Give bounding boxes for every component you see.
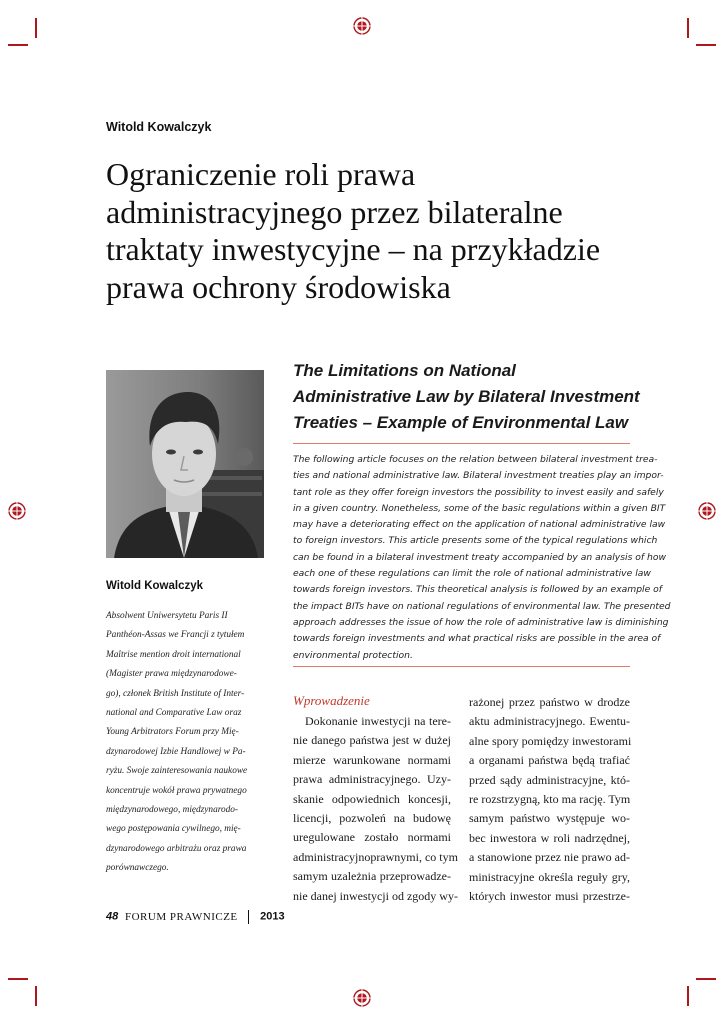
author-bio (106, 607, 268, 879)
bio-line: (Magister prawa międzynarodowe- (106, 669, 237, 680)
title-line: traktaty inwestycyjne – na przykładzie (106, 231, 601, 267)
abstract-line: can be found in a bilateral investment treaty accompanied by an analysis of how (293, 551, 667, 563)
english-title-line: The Limitations on National (293, 361, 516, 380)
bio-line: Absolwent Uniwersytetu Paris II (106, 611, 228, 621)
crop-mark (8, 44, 28, 46)
crop-mark (8, 978, 28, 980)
title-line: administracyjnego przez bilateralne (106, 193, 563, 230)
page-footer (106, 910, 285, 924)
author-name: Witold Kowalczyk (106, 580, 204, 592)
title-line: prawa ochrony środowiska (106, 268, 451, 305)
body-line: prawa administracyjnego. Uzy- (293, 772, 451, 787)
title-line: Ograniczenie roli prawa (106, 156, 416, 192)
crop-mark (687, 18, 689, 38)
abstract (293, 452, 671, 664)
body-line: a stanowione przez nie prawo ad- (469, 850, 630, 865)
crop-mark (35, 986, 37, 1006)
body-line: licencji, pozwoleń na budowę (293, 811, 451, 826)
bio-line: wego postępowania cywilnego, mię- (106, 824, 241, 835)
body-line: nie danej inwestycji od zgody wy- (293, 888, 458, 903)
registration-mark-icon (698, 502, 716, 520)
section-heading: Wprowadzenie (293, 693, 370, 708)
issue-year: 2013 (260, 910, 285, 923)
bio-line: Maîtrise mention droit international (106, 649, 241, 660)
body-line: a organami państwa będą trafiać (469, 753, 630, 768)
bio-line: go), członek British Institute of Inter- (106, 688, 245, 699)
abstract-line: may have a deteriorating effect on the application of national administrative law (293, 519, 666, 531)
abstract-line: towards foreign investors. This theoretical analysis is followed by an example of (293, 584, 663, 596)
bio-line: międzynarodowego, międzynarodo- (106, 805, 239, 816)
abstract-bottom-rule (293, 666, 630, 667)
bio-line: national and Comparative Law oraz (106, 708, 242, 719)
body-line: uregulowane zostało normami (293, 830, 451, 845)
bio-line: ryżu. Swoje zainteresowania naukowe (106, 766, 248, 777)
body-line: ministracyjne określa reguły gry, (469, 869, 630, 884)
abstract-top-rule (293, 443, 630, 444)
crop-mark (35, 18, 37, 38)
body-line: re rozstrzygną, kto ma rację. Tym (469, 792, 631, 807)
body-line: rażonej przez państwo w drodze (469, 695, 630, 709)
crop-mark (687, 986, 689, 1006)
bio-line: dzynarodowej Izbie Handlowej w Pa- (106, 746, 246, 757)
english-title (293, 358, 643, 436)
english-title-line: Treaties – Example of Environmental Law (293, 413, 629, 432)
body-line: bec inwestora w roli nadrzędnej, (469, 830, 630, 845)
crop-mark (696, 978, 716, 980)
body-line: nie danego państwa jest w dużej (293, 733, 451, 748)
page-number: 48 (106, 910, 119, 923)
journal-name: FORUM PRAWNICZE (125, 910, 238, 923)
abstract-line: the impact BITs have on national regulations of environmental law. The presented (293, 600, 671, 612)
article-title (106, 156, 666, 306)
bio-line: koncentruje wokół prawa prywatnego (106, 785, 247, 796)
author-photo (106, 370, 264, 558)
body-line: których inwestor musi przestrze- (469, 889, 630, 904)
bio-line: Panthéon-Assas we Francji z tytułem (106, 630, 245, 641)
abstract-line: The following article focuses on the relation between bilateral investment trea- (293, 454, 658, 465)
body-line: skanie odpowiednich koncesji, (293, 791, 451, 806)
abstract-line: to foreign investors. This article presents some of the typical regulations which (293, 535, 658, 547)
abstract-line: environmental protection. (293, 649, 413, 661)
abstract-line: tant role as they offer foreign investors the possibility to invest easily and safely (293, 486, 664, 498)
abstract-line: approach addresses the issue of how the role of administrative law is diminishing (293, 616, 669, 628)
body-line: samym państwo występuje wo- (469, 811, 630, 826)
english-title-line: Administrative Law by Bilateral Investment (293, 387, 640, 406)
body-column-1 (293, 712, 458, 906)
body-column-2 (469, 693, 630, 906)
abstract-line: in a given country. Nonetheless, some of the basic regulations within a given BIT (293, 502, 666, 514)
crop-mark (696, 44, 716, 46)
bio-line: dzynarodowego arbitrażu oraz prawa (106, 843, 247, 854)
bio-line: porównawczego. (106, 863, 169, 874)
registration-mark-icon (8, 502, 26, 520)
author-byline: Witold Kowalczyk (106, 120, 212, 134)
body-line: mierze warunkowane normami (293, 752, 451, 767)
body-line: administracyjnoprawnymi, co tym (293, 849, 458, 864)
body-line: przed sądy administracyjne, któ- (469, 772, 630, 787)
registration-mark-icon (353, 989, 371, 1007)
abstract-line: towards foreign investments and what practical risks are possible in the area of (293, 633, 661, 645)
footer-divider (248, 910, 249, 924)
body-line: aktu administracyjnego. Ewentu- (469, 714, 630, 729)
abstract-line: ties and national administrative law. Bilateral investment treaties play an impor- (293, 470, 664, 482)
bio-line: Young Arbitrators Forum przy Mię- (106, 727, 239, 738)
body-line: alne spory pomiędzy inwestorami (469, 733, 632, 748)
portrait-image (106, 370, 264, 558)
registration-mark-icon (353, 17, 371, 35)
body-line: Dokonanie inwestycji na tere- (305, 714, 451, 728)
body-line: samym uzależnia przeprowadze- (293, 869, 451, 884)
abstract-line: each one of these regulations can limit the role of national administrative law (293, 568, 651, 580)
